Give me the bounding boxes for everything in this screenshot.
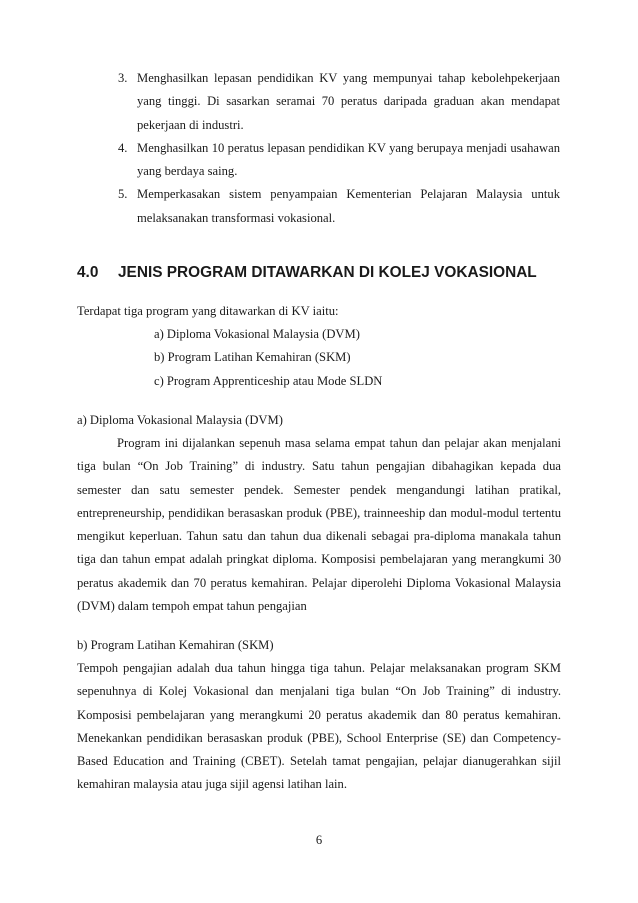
program-item-dvm: a) Diploma Vokasional Malaysia (DVM) (154, 327, 360, 341)
section-intro: Terdapat tiga program yang ditawarkan di KV iaitu: (77, 304, 339, 318)
skm-subheading: b) Program Latihan Kemahiran (SKM) (77, 638, 274, 652)
dvm-paragraph: Program ini dijalankan sepenuh masa selama empat tahun dan pelajar akan menjalani tiga bulan “On Job Training” di industry. Satu tahun pengajian dibahagikan kepada dua semester dan satu semester pendek. Semester pendek mengandungi latihan pratikal, entrepreneurship, pendidikan berasaskan produk (PBE), trainneeship dan modul-modul tertentu mengikut keperluan. Tahun satu dan tahun dua dikenali sebagai pra-diploma manakala tahun tiga dan tahun empat adalah pringkat diploma. Komposisi pembelajaran yang merangkumi 30 peratus akademik dan 70 peratus kemahiran. Pelajar diperolehi Diploma Vokasional Malaysia (DVM) dalam tempoh empat tahun pengajian (77, 436, 561, 614)
list-item (118, 67, 560, 137)
list-item-text: Memperkasakan sistem penyampaian Kementerian Pelajaran Malaysia untuk melaksanakan transformasi vokasional. (137, 187, 560, 225)
objectives-list (118, 67, 560, 230)
section-number: 4.0 (77, 264, 99, 281)
section-title: JENIS PROGRAM DITAWARKAN DI KOLEJ VOKASIONAL (118, 264, 537, 281)
program-item-skm: b) Program Latihan Kemahiran (SKM) (154, 350, 351, 365)
list-item-text: Menghasilkan 10 peratus lepasan pendidikan KV yang berupaya menjadi usahawan yang berdaya saing. (137, 140, 560, 179)
skm-paragraph: Tempoh pengajian adalah dua tahun hingga tiga tahun. Pelajar melaksanakan program SKM sepenuhnya di Kolej Vokasional dan menjalani tiga bulan “On Job Training” di industry. Komposisi pembelajaran yang merangkumi 20 peratus akademik dan 80 peratus kemahiran. Menekankan pendidikan berasaskan produk (PBE), School Enterprise (SE) dan Competency-Based Education and Training (CBET). Setelah tamat pengajian, pelajar dianugerahkan sijil kemahiran malaysia atau juga sijil agensi latihan lain. (77, 661, 561, 792)
program-list (154, 323, 534, 393)
list-item-text: Menghasilkan lepasan pendidikan KV yang mempunyai tahap kebolehpekerjaan yang tinggi. Di sasarkan seramai 70 peratus daripada graduan akan mendapat pekerjaan di industri. (137, 71, 560, 132)
list-item-number: 5. (118, 187, 128, 202)
list-item (118, 137, 560, 184)
dvm-subheading: a) Diploma Vokasional Malaysia (DVM) (77, 413, 283, 427)
section-heading (77, 262, 577, 284)
list-item-number: 4. (118, 140, 128, 155)
program-item-sldn: c) Program Apprenticeship atau Mode SLDN (154, 373, 383, 388)
page-number: 6 (315, 833, 323, 847)
list-item-number: 3. (118, 71, 128, 85)
list-item (118, 183, 560, 230)
